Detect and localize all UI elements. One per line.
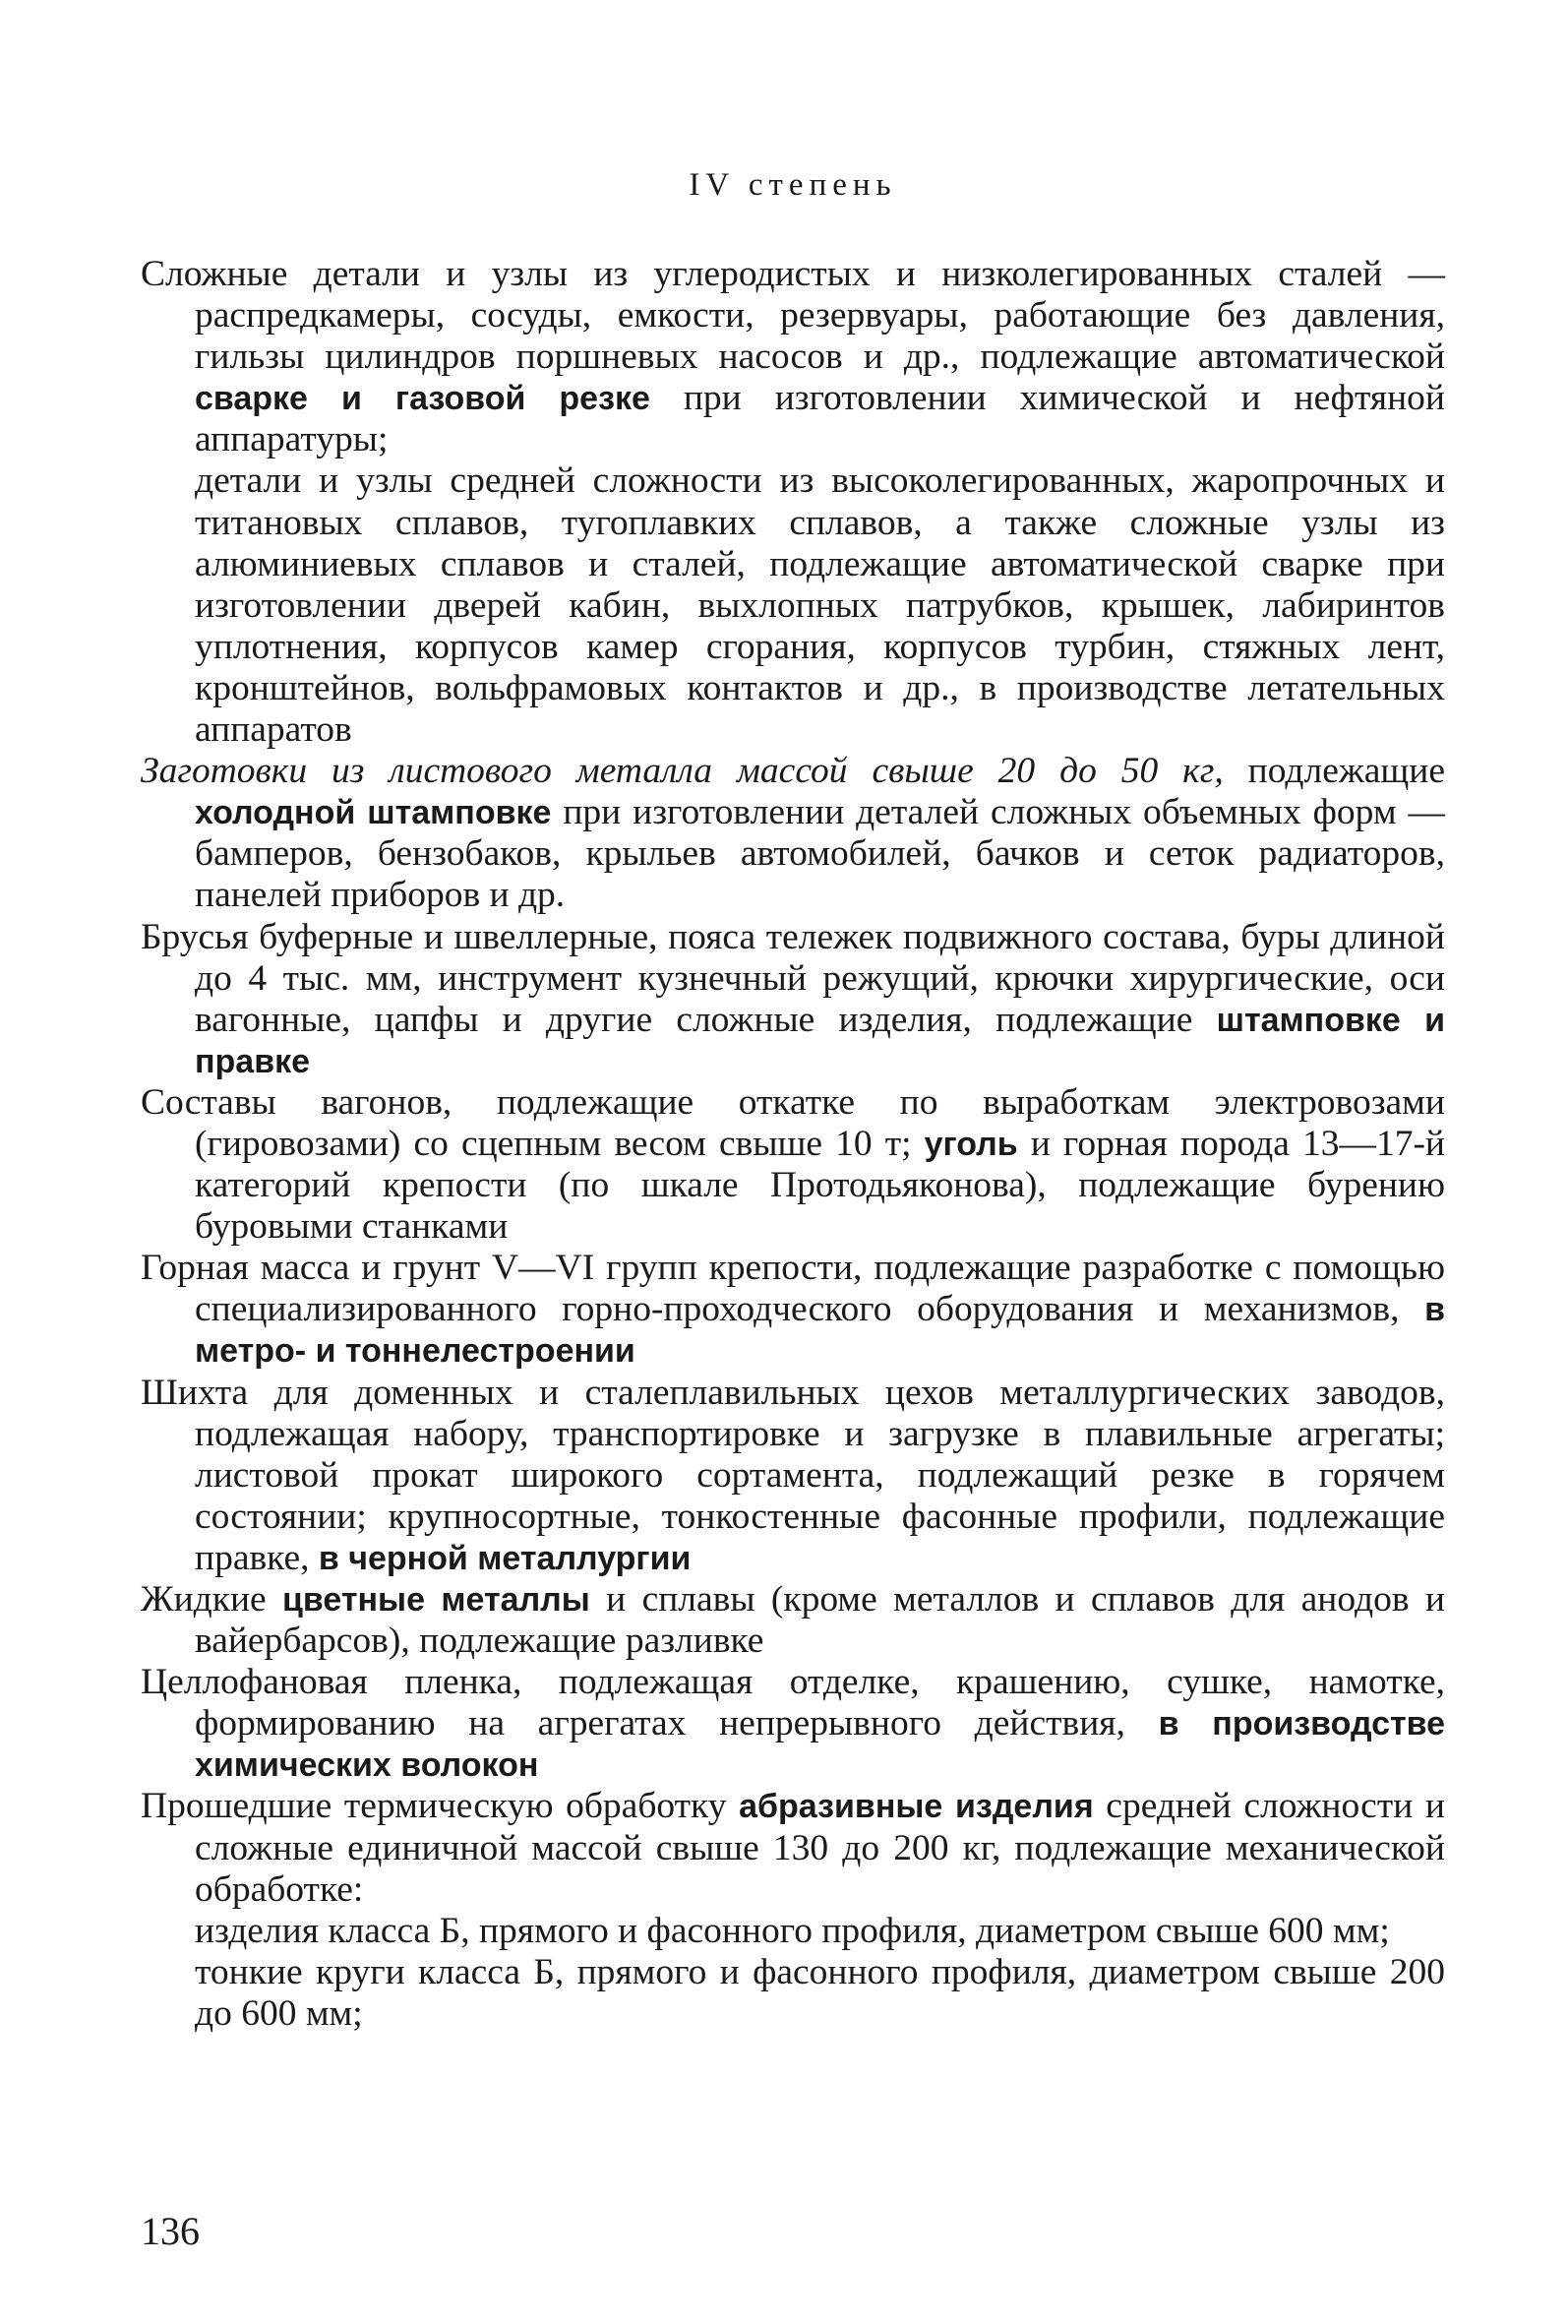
entry-text: Составы вагонов, подлежащие откатке по выработкам электровозами (гировозами) со сцепным весом свыше 10 т; xyxy=(141,1081,1445,1164)
entry-italic-text: Заготовки из листового металла массой свыше 20 до 50 кг, xyxy=(141,751,1224,792)
entry-sheet-blanks xyxy=(141,751,1445,916)
entry-text: средней сложности и сложные единичной массой свыше 130 до 200 кг, подлежащие механической обработке: xyxy=(195,1786,1445,1910)
entry-text: Брусья буферные и швеллерные, пояса тележек подвижного состава, буры длиной до 4 тыс. мм, инструмент кузнечный режущий, крючки хирургические, оси вагонные, цапфы и другие сложные изделия, подлежащие xyxy=(141,916,1445,1040)
entry-bold-term: в метро- и тоннелестроении xyxy=(195,1291,1445,1371)
entry-cellophane xyxy=(141,1662,1445,1786)
entry-rock-mass xyxy=(141,1248,1445,1372)
page-number: 136 xyxy=(141,2209,200,2253)
entry-text: детали и узлы средней сложности из высоколегированных, жаропрочных и титановых сплавов, тугоплавких сплавов, а также сложные узлы из алюминиевых сплавов и сталей, подлежащие автоматической сварке при изготовлении дверей кабин, выхлопных патрубков, крышек, лабиринтов уплотнения, корпусов камер сгорания, корпусов турбин, стяжных лент, кронштейнов, вольфрамовых контактов и др., в производстве летательных аппаратов xyxy=(195,460,1445,751)
entry-bold-term: штамповке и правке xyxy=(195,1001,1446,1080)
entry-abrasives xyxy=(141,1786,1445,1910)
entry-liquid-metals xyxy=(141,1579,1445,1662)
entry-bold-term: в черной металлургии xyxy=(318,1539,692,1577)
entry-thin-wheels xyxy=(141,1952,1445,2035)
entry-medium-parts xyxy=(141,460,1445,751)
entry-bold-term: уголь xyxy=(924,1125,1018,1163)
entry-text: и горная порода 13—17-й категорий крепости (по шкале Протодьяконова), подлежащие бурению буровыми станками xyxy=(195,1123,1445,1248)
entry-bold-term: сварке и газовой резке xyxy=(195,380,650,418)
entry-text: Сложные детали и узлы из углеродистых и низколегированных сталей — распредкамеры, сосуды, емкости, резервуары, работающие без давления, гильзы цилиндров поршневых насосов и др., подлежащие автоматической xyxy=(141,254,1445,378)
body-text xyxy=(141,254,1445,2035)
entry-text: и сплавы (кроме металлов и сплавов для анодов и вайербарсов), подлежащие разливке xyxy=(195,1579,1445,1662)
section-heading: IV степень xyxy=(689,167,897,203)
entry-wagon-trains xyxy=(141,1082,1445,1248)
entry-text: Горная масса и грунт V—VI групп крепости, подлежащие разработке с помощью специализированного горно-проходческого оборудования и механизмов, xyxy=(141,1248,1445,1330)
entry-text: тонкие круги класса Б, прямого и фасонного профиля, диаметром свыше 200 до 600 мм; xyxy=(195,1951,1445,2034)
entry-text: Прошедшие термическую обработку xyxy=(141,1786,740,1827)
entry-text: при изготовлении химической и нефтяной аппаратуры; xyxy=(195,378,1445,460)
entry-text: подлежащие xyxy=(1223,751,1445,792)
entry-text: Шихта для доменных и сталеплавильных цехов металлургических заводов, подлежащая набору, транспортировке и загрузке в плавильные агрегаты; листовой прокат широкого сортамента, подлежащий резке в горячем состоянии; крупносортные, тонкостенные фасонные профили, подлежащие правке, xyxy=(141,1372,1445,1578)
entry-text: изделия класса Б, прямого и фасонного профиля, диаметром свыше 600 мм; xyxy=(195,1910,1390,1951)
entry-bold-term: в производстве химических волокон xyxy=(195,1705,1446,1785)
entry-text: при изготовлении деталей сложных объемных форм — бамперов, бензобаков, крыльев автомобилей, бачков и сеток радиаторов, панелей приборов и др. xyxy=(195,792,1446,916)
entry-complex-parts xyxy=(141,254,1445,460)
entry-text: Целлофановая пленка, подлежащая отделке, крашению, сушке, намотке, формированию на агрегатах непрерывного действия, xyxy=(141,1662,1445,1744)
entry-bold-term: цветные металлы xyxy=(282,1581,590,1619)
entry-bold-term: холодной штамповке xyxy=(195,794,552,832)
entry-class-b-products xyxy=(141,1911,1445,1952)
entry-charge-mix xyxy=(141,1373,1445,1579)
entry-bold-term: абразивные изделия xyxy=(739,1788,1094,1826)
entry-text: Жидкие xyxy=(141,1579,283,1620)
entry-buffer-beams xyxy=(141,917,1445,1082)
